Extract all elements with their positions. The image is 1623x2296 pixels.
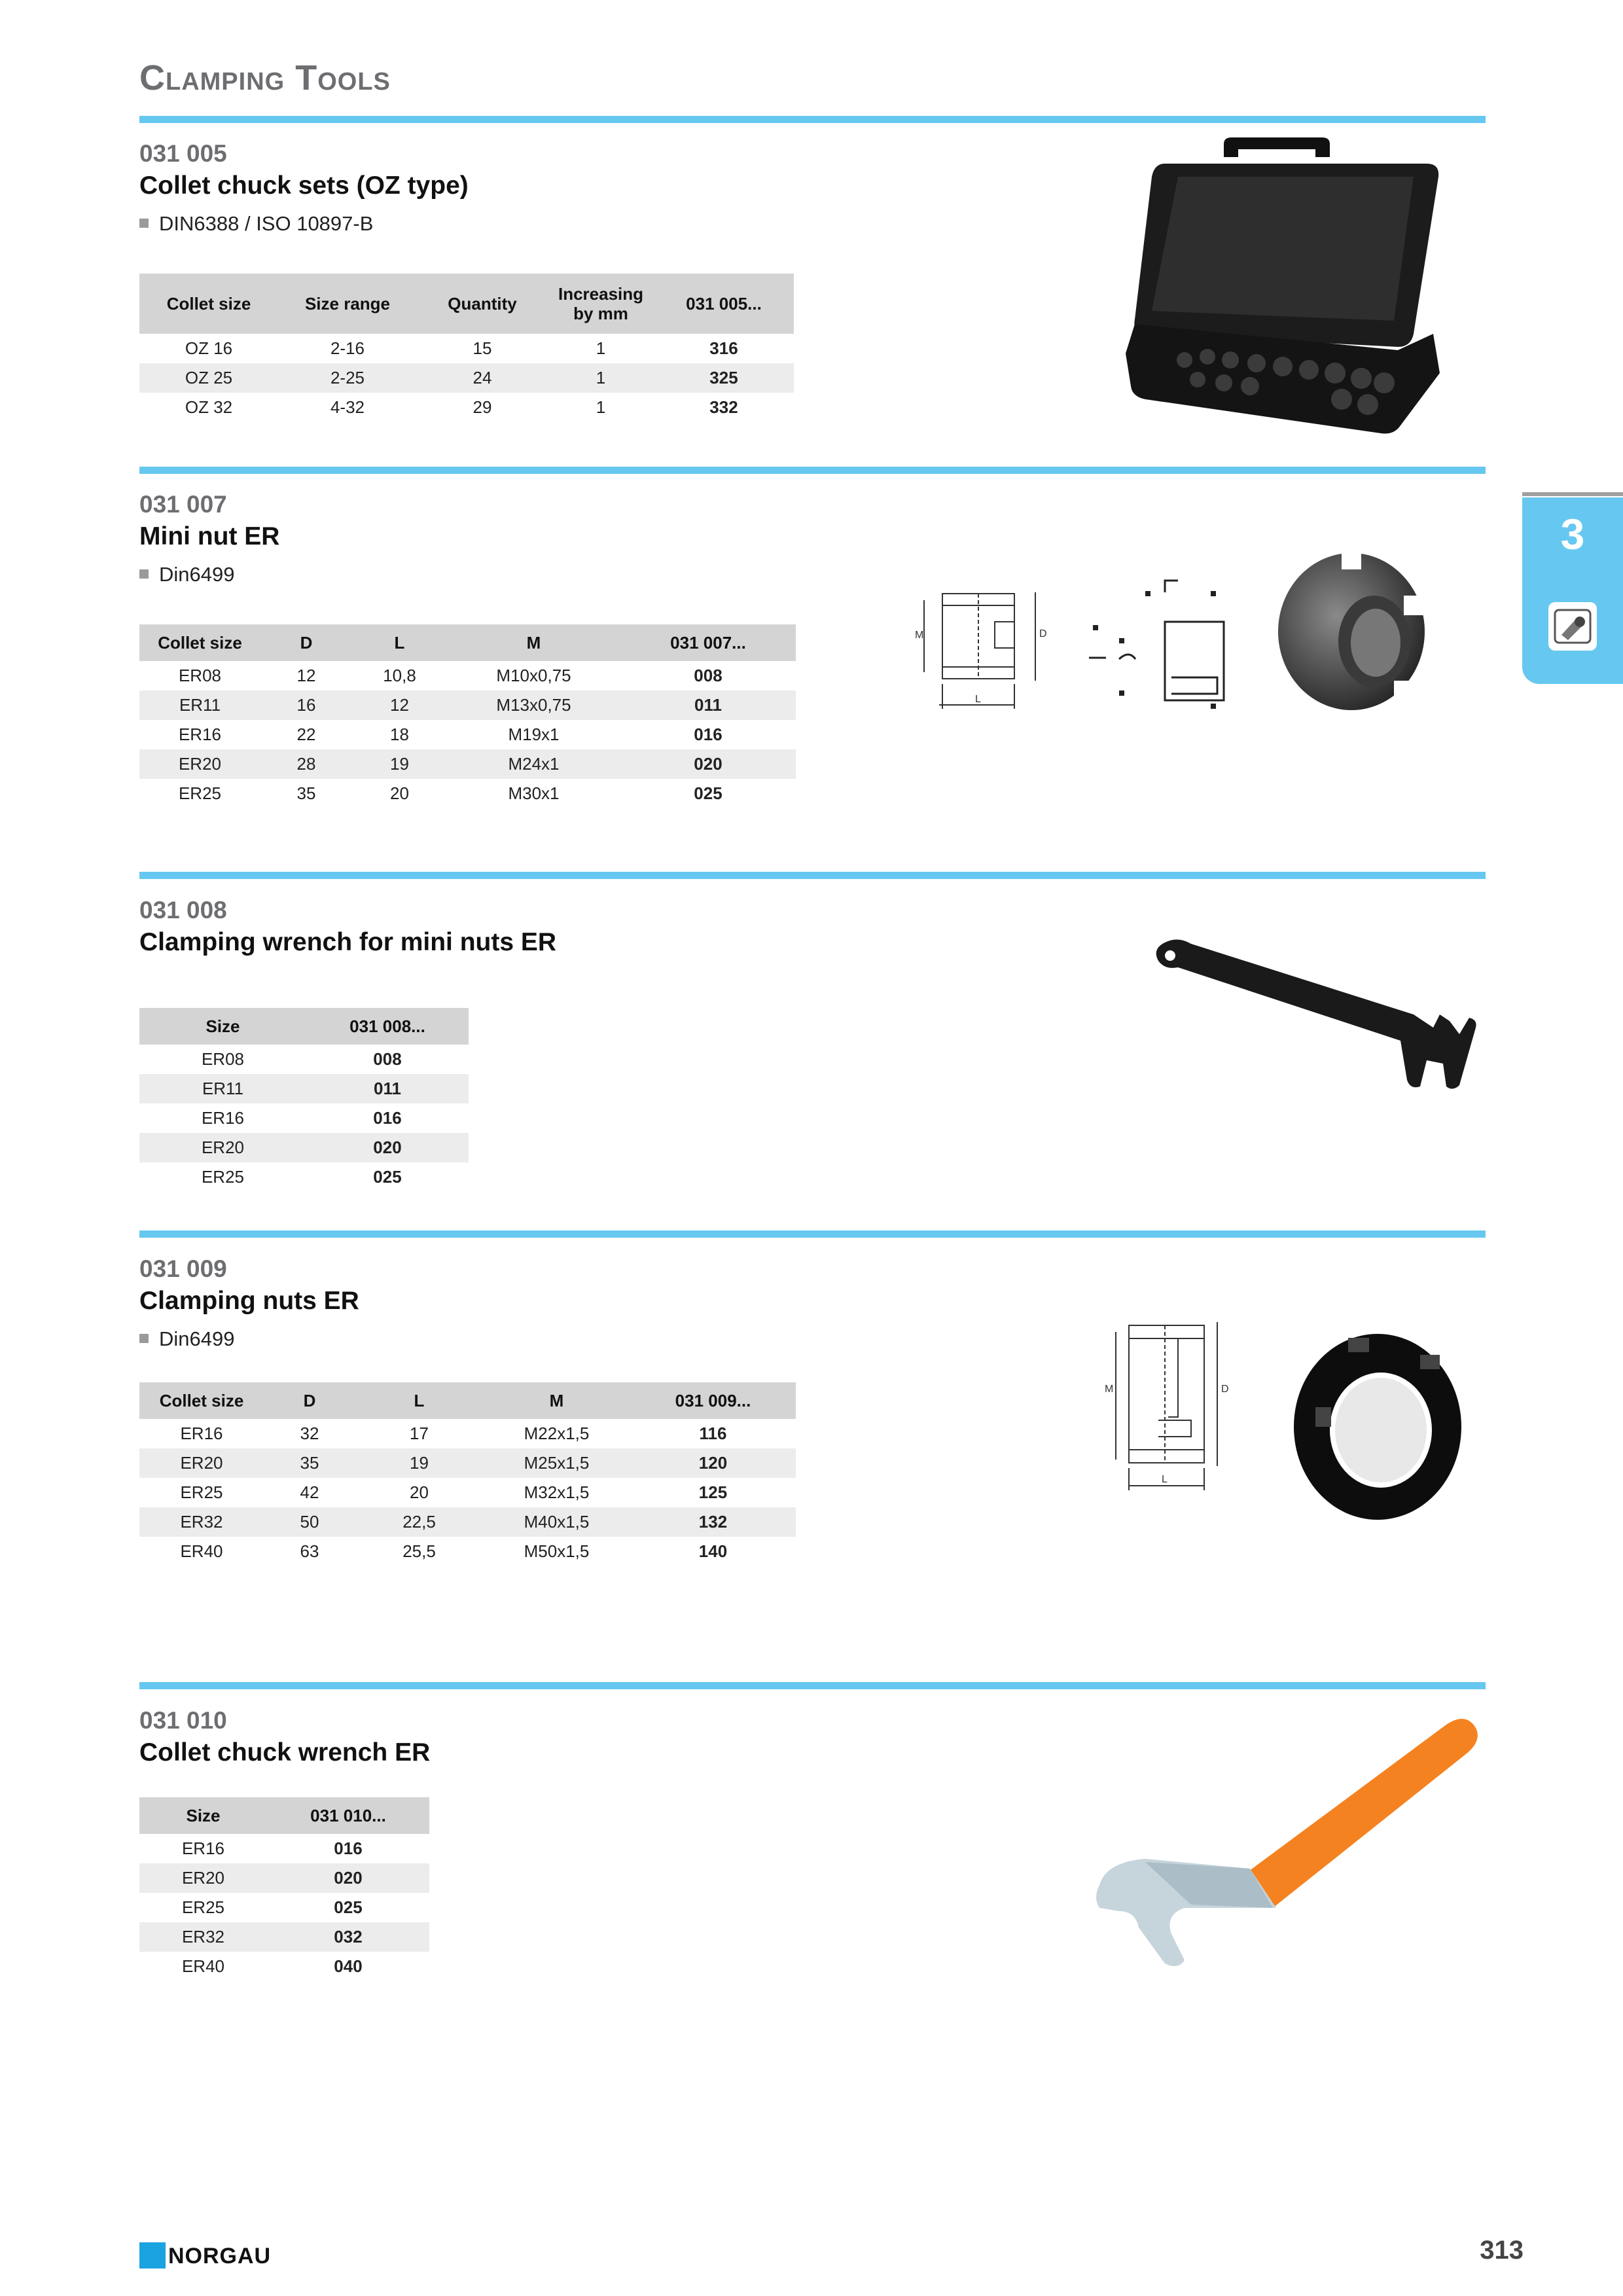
- section-divider: [139, 1230, 1486, 1238]
- table-row: ER25 025: [201, 1167, 402, 1187]
- col-header: 031 005...: [654, 274, 794, 334]
- col-header: Collet size: [139, 274, 278, 334]
- col-header: 031 008...: [306, 1008, 469, 1045]
- mini-nut-side-drawing: [1080, 573, 1230, 717]
- spec-table-031009: [139, 1382, 796, 1566]
- table-row: ER40 63 25,5 M50x1,5 140: [180, 1541, 728, 1561]
- table-row: OZ 25 2-25 24 1 325: [139, 363, 794, 393]
- table-row: ER32 50 22,5 M40x1,5 132: [139, 1507, 796, 1537]
- mini-nut-technical-drawing: [910, 586, 1054, 717]
- dimension-m-label: M: [915, 630, 924, 641]
- table-row: ER25 025: [181, 1897, 363, 1917]
- table-row: ER11 16 12 M13x0,75 011: [139, 691, 796, 720]
- standard-note: DIN6388 / ISO 10897-B: [139, 212, 373, 236]
- product-name: Collet chuck sets (OZ type): [139, 171, 469, 200]
- spec-table-031005: [139, 274, 794, 422]
- col-header: 031 010...: [267, 1797, 429, 1834]
- mini-nut-photo: [1276, 550, 1427, 713]
- table-row: OZ 32 4-32 29 1 332: [185, 397, 738, 417]
- table-row: ER20 020: [139, 1133, 469, 1162]
- dimension-d-label: D: [1039, 628, 1047, 639]
- table-row: ER20 020: [139, 1863, 429, 1893]
- chapter-tab-line: [1522, 492, 1623, 496]
- product-code: 031 005: [139, 140, 227, 167]
- col-header: Size: [139, 1797, 267, 1834]
- table-row: ER08 12 10,8 M10x0,75 008: [178, 666, 722, 685]
- table-row: ER11 011: [139, 1074, 469, 1103]
- dimension-m-label: M: [1105, 1384, 1114, 1395]
- brand-square-icon: [139, 2242, 166, 2269]
- table-row: ER25 35 20 M30x1 025: [178, 783, 722, 803]
- table-row: ER08 008: [201, 1049, 402, 1069]
- col-header: L: [352, 624, 447, 661]
- standard-note: Din6499: [139, 1327, 234, 1351]
- product-name: Clamping wrench for mini nuts ER: [139, 928, 557, 956]
- col-header: Collet size: [139, 624, 260, 661]
- product-code: 031 007: [139, 491, 227, 518]
- dimension-l-label: L: [1162, 1474, 1168, 1485]
- standard-note: Din6499: [139, 563, 234, 586]
- brand-name: NORGAU: [168, 2244, 272, 2269]
- col-header: 031 009...: [630, 1382, 796, 1419]
- col-header: D: [260, 624, 352, 661]
- table-row: ER16 32 17 M22x1,5 116: [180, 1424, 727, 1443]
- table-row: ER25 42 20 M32x1,5 125: [180, 1482, 728, 1502]
- col-header: M: [447, 624, 620, 661]
- dimension-d-label: D: [1221, 1384, 1229, 1395]
- table-row: ER20 35 19 M25x1,5 120: [139, 1448, 796, 1478]
- table-row: ER40 040: [181, 1956, 363, 1976]
- tool-holder-icon: [1548, 602, 1597, 651]
- mini-wrench-image: [1152, 929, 1479, 1093]
- product-code: 031 009: [139, 1255, 227, 1282]
- spec-table-031010: [139, 1797, 429, 1981]
- product-name: Collet chuck wrench ER: [139, 1738, 431, 1767]
- col-header: L: [355, 1382, 483, 1419]
- product-code: 031 008: [139, 897, 227, 924]
- table-row: ER16 016: [201, 1108, 402, 1128]
- col-header: Size: [139, 1008, 306, 1045]
- col-header: Size range: [278, 274, 417, 334]
- clamping-nut-technical-drawing: [1093, 1312, 1237, 1496]
- page-number: 313: [1480, 2236, 1524, 2265]
- section-divider: [139, 872, 1486, 879]
- bullet-square-icon: [139, 569, 149, 579]
- product-code: 031 010: [139, 1707, 227, 1734]
- table-row: OZ 16 2-16 15 1 316: [185, 338, 738, 358]
- page-title: Clamping Tools: [139, 58, 391, 98]
- col-header: Quantity: [417, 274, 548, 334]
- col-header: D: [264, 1382, 355, 1419]
- section-divider: [139, 467, 1486, 474]
- spec-table-031007: [139, 624, 796, 808]
- col-header: Collet size: [139, 1382, 264, 1419]
- chapter-number: 3: [1560, 510, 1585, 558]
- col-header: 031 007...: [620, 624, 796, 661]
- col-header: Increasing by mm: [548, 274, 654, 334]
- table-row: ER16 22 18 M19x1 016: [178, 725, 722, 744]
- dimension-l-label: L: [975, 694, 981, 705]
- product-name: Mini nut ER: [139, 522, 280, 550]
- product-name: Clamping nuts ER: [139, 1287, 359, 1315]
- section-divider: [139, 1682, 1486, 1689]
- section-divider: [139, 116, 1486, 123]
- clamping-nut-photo: [1289, 1329, 1466, 1525]
- table-row: ER32 032: [139, 1922, 429, 1952]
- bullet-square-icon: [139, 1334, 149, 1343]
- table-row: ER20 28 19 M24x1 020: [139, 749, 796, 779]
- bullet-square-icon: [139, 219, 149, 228]
- collet-wrench-image: [1093, 1712, 1486, 1973]
- collet-case-image: [1126, 137, 1453, 445]
- spec-table-031008: [139, 1008, 469, 1192]
- chapter-tab: [1522, 497, 1623, 684]
- col-header: M: [483, 1382, 630, 1419]
- table-row: ER16 016: [181, 1839, 363, 1858]
